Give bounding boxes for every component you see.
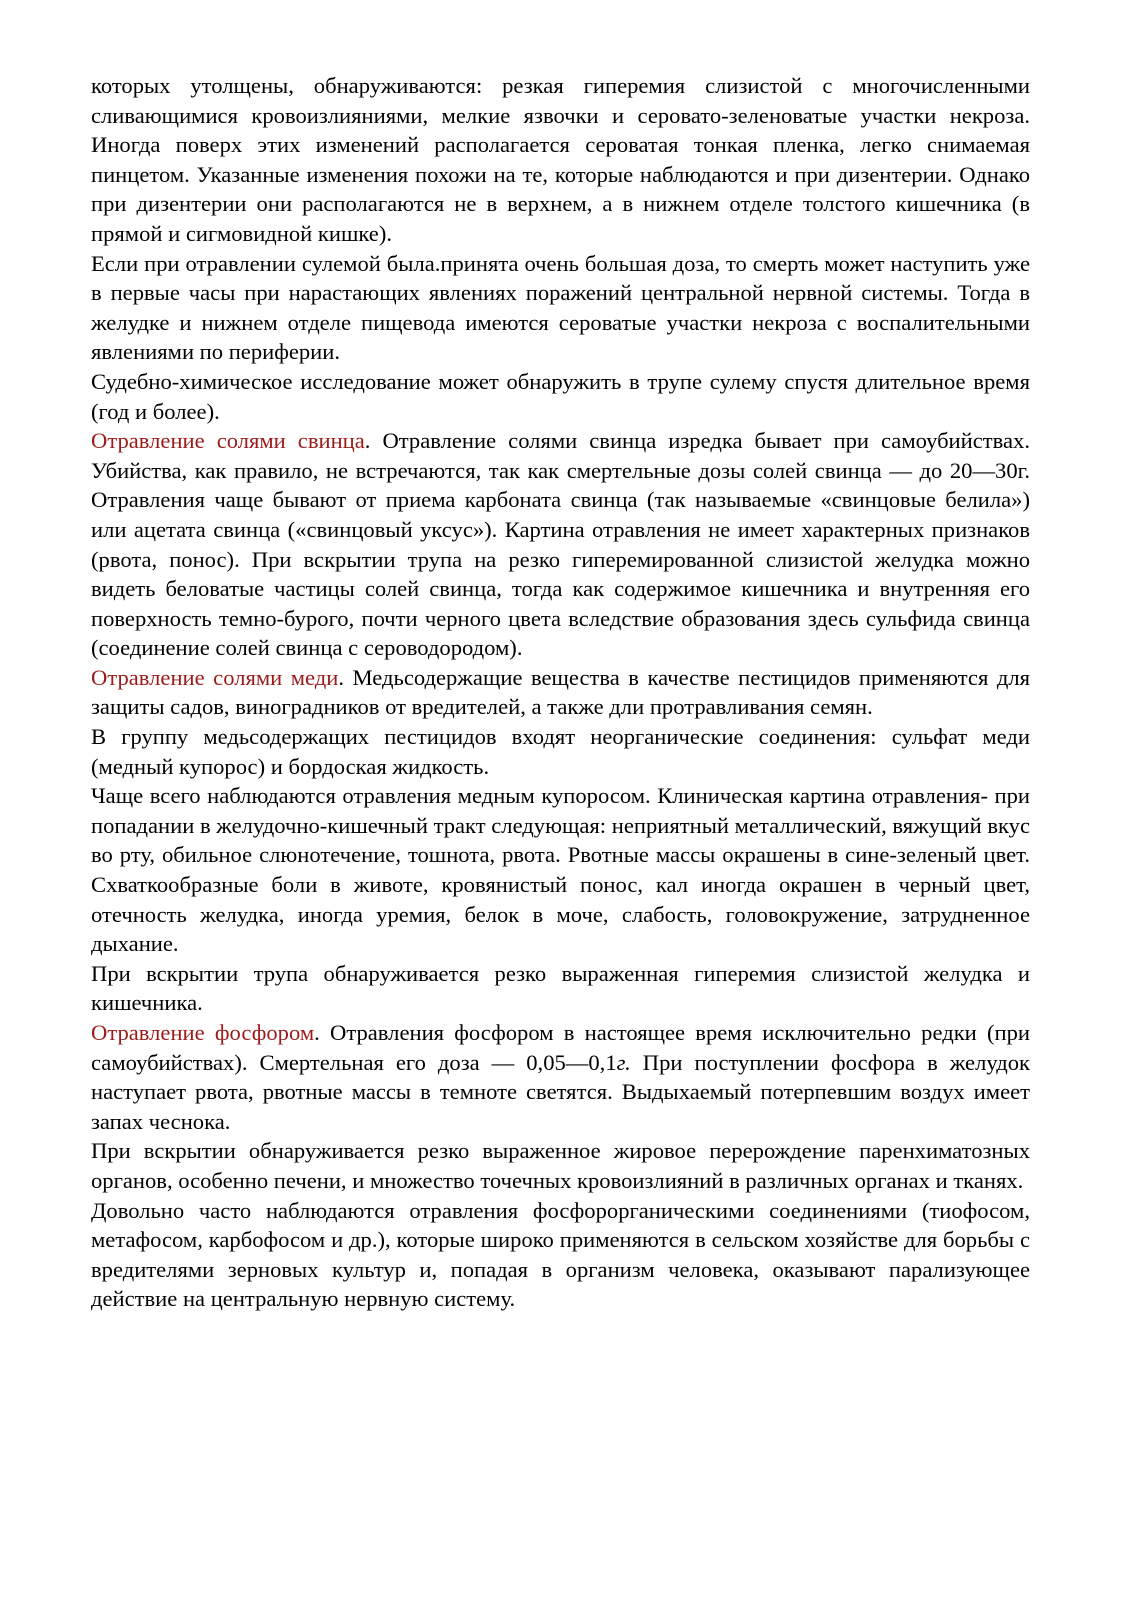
paragraph-mercury-intestine: которых утолщены, обнаруживаются: резкая гиперемия слизистой с многочисленными сливающимися кровоизлияниями, мелкие язвочки и серовато-зеленоватые участки некроза. Иногда поверх этих изменений располагается сероватая тонкая пленка, легко снимаемая пинцетом. Указанные изменения похожи на те, которые наблюдаются и при дизентерии. Однако при дизентерии они располагаются не в верхнем, а в нижнем отделе толстого кишечника (в прямой и сигмовидной кишке). [91,73,1030,246]
dose-unit: г. [616,1049,631,1075]
lead-poisoning-text: . Отравление солями свинца изредка бывает при самоубийствах. Убийства, как правило, не встречаются, так как смертельные дозы солей свинца — до 20—30г. Отравления чаще бывают от приема карбоната свинца (так называемые «свинцовые белила») или ацетата свинца («свинцовый уксус»). Картина отравления не имеет характерных признаков (рвота, понос). При вскрытии трупа на резко гиперемированной слизистой желудка можно видеть беловатые частицы солей свинца, тогда как содержимое кишечника и внутренняя его поверхность темно-бурого, почти черного цвета вследствие образования здесь сульфида свинца (соединение солей свинца с сероводородом). [91,428,1030,661]
phosphorus-text-a: . Отравления фосфором в настоящее время исключительно редки (при самоубийствах). Смертельная его доза — 0,05—0,1 [91,1020,1031,1075]
paragraph-copper-pesticides: В группу медьсодержащих пестицидов входят неорганические соединения: сульфат меди (медный купорос) и бордоская жидкость. [91,724,1030,779]
paragraph-copper-autopsy: При вскрытии трупа обнаруживается резко выраженная гиперемия слизистой желудка и кишечника. [91,960,1030,1016]
paragraph-lead-poisoning [91,426,1030,663]
paragraph-copper-poisoning [91,663,1030,722]
paragraph-copper-clinical: Чаще всего наблюдаются отравления медным купоросом. Клиническая картина отравления- при попадании в желудочно-кишечный тракт следующая: неприятный металлический, вяжущий вкус во рту, обильное слюнотечение, тошнота, рвота. Рвотные массы окрашены в сине-зеленый цвет. Схваткообразные боли в животе, кровянистый понос, кал иногда окрашен в черный цвет, отечность желудка, иногда уремия, белок в моче, слабость, головокружение, затрудненное дыхание. [91,783,1030,957]
section-heading-phosphorus: Отравление фосфором [91,1020,315,1045]
section-heading-copper: Отравление солями меди [91,664,339,690]
phosphorus-text-b: При поступлении фосфора в желудок наступает рвота, рвотные массы в темноте светятся. Выдыхаемый потерпевшим воздух имеет запах чеснока. [91,1049,1030,1134]
paragraph-organophosphorus: Довольно часто наблюдаются отравления фосфорорганическими соединениями (тиофосом, метафосом, карбофосом и др.), которые широко применяются в сельском хозяйстве для борьбы с вредителями зерновых культур и, попадая в организм человека, оказывают парализующее действие на центральную нервную систему. [91,1197,1030,1312]
paragraph-forensic-chemistry: Судебно-химическое исследование может обнаружить в трупе сулему спустя длительное время (год и более). [91,368,1030,424]
paragraph-phosphorus-autopsy: При вскрытии обнаруживается резко выраженное жировое перерождение паренхиматозных органов, особенно печени, и множество точечных кровоизлияний в различных органах и тканях. [91,1138,1030,1193]
copper-poisoning-text: . Медьсодержащие вещества в качестве пестицидов применяются для защиты садов, виноградников от вредителей, а также дли протравливания семян. [91,664,1031,720]
paragraph-mercury-large-dose: Если при отравлении сулемой была.принята очень большая доза, то смерть может наступить уже в первые часы при нарастающих явлениях поражений центральной нервной системы. Тогда в желудке и нижнем отделе пищевода имеются сероватые участки некроза с воспалительными явлениями по периферии. [91,250,1030,365]
document-page [91,71,1030,1314]
paragraph-phosphorus-poisoning [91,1018,1030,1136]
section-heading-lead: Отравление солями свинца [91,428,365,454]
